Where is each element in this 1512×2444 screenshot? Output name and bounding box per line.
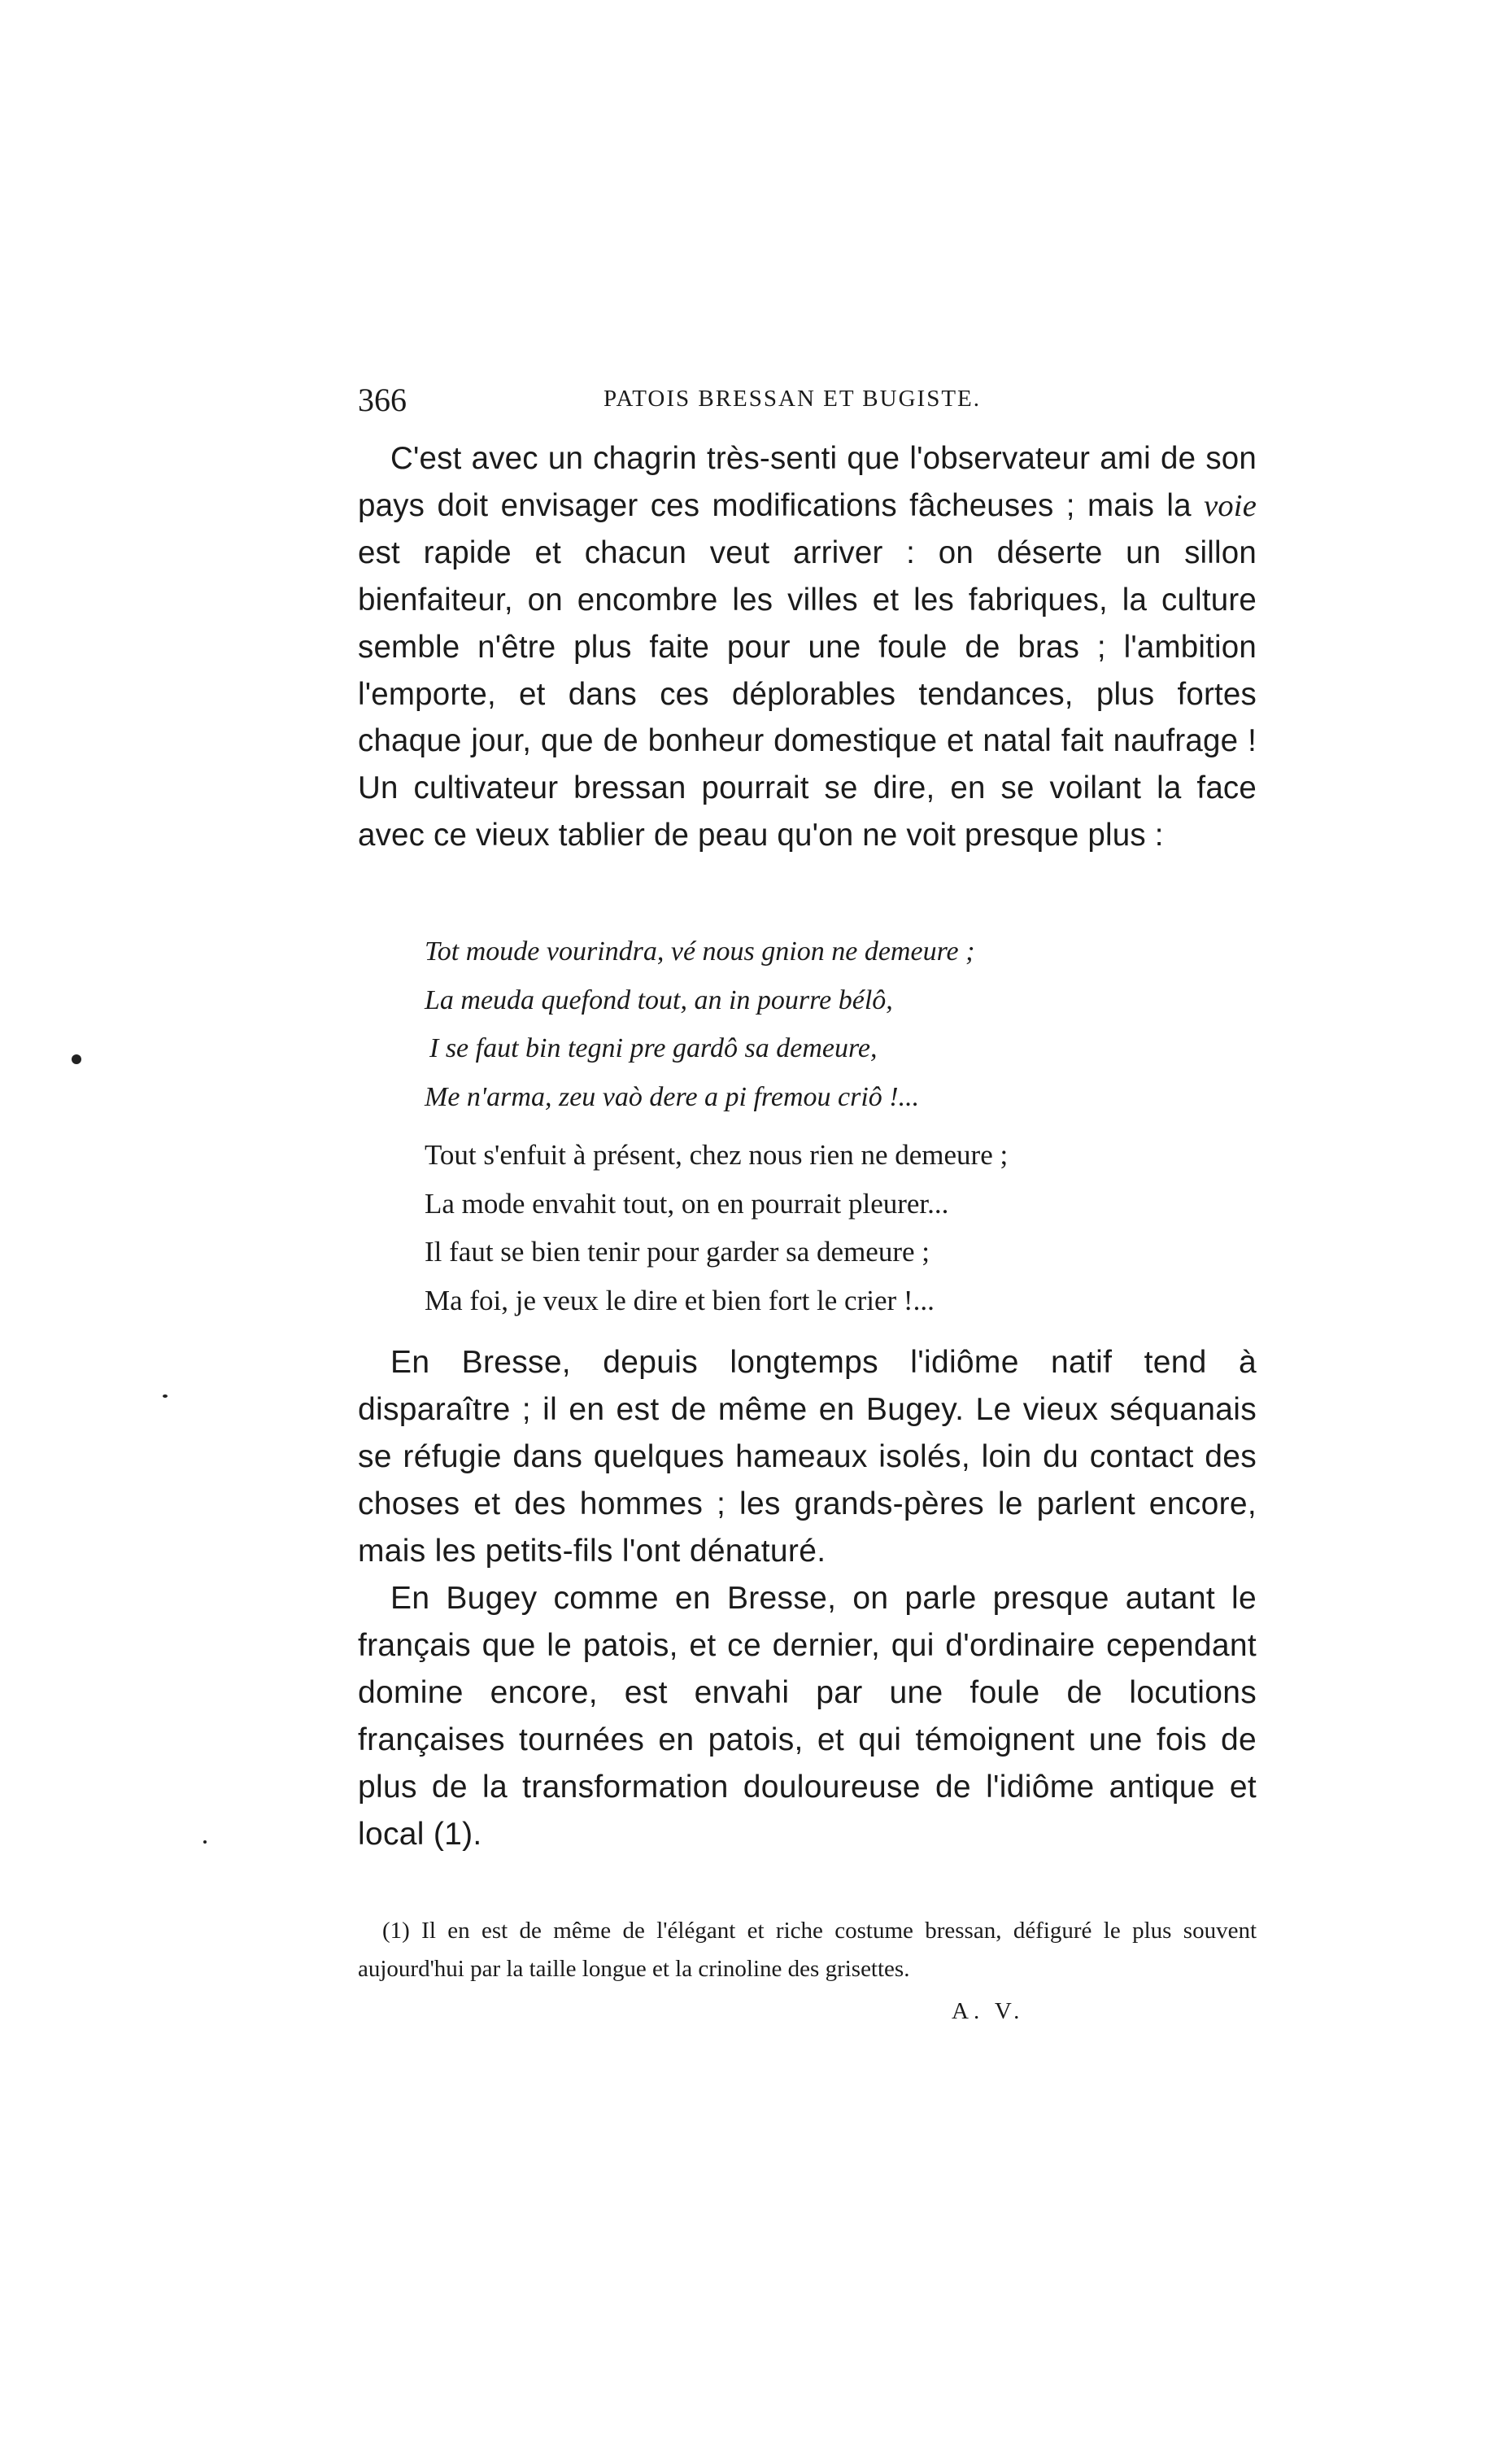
french-verse [425,1131,1157,1325]
verse-line: La meuda quefond tout, an in pourre bélô, [425,984,893,1015]
ink-speck [163,1394,168,1398]
paragraph-intro-start: C'est avec un chagrin très-senti que l'observateur ami de son pays doit envisager ces modifications fâcheuses ; mais la [358,441,1257,523]
running-title: PATOIS BRESSAN ET BUGISTE. [603,386,982,412]
paragraph-intro [358,435,1257,858]
italic-word: voie [1204,488,1257,523]
verse-line: Tot moude vourindra, vé nous gnion ne demeure ; [425,936,975,967]
ink-speck [72,1054,81,1064]
page-header [358,381,1257,421]
patois-verse [425,927,1157,1122]
page-number: 366 [358,382,407,418]
paragraph-intro-rest: est rapide et chacun veut arriver : on déserte un sillon bienfaiteur, on encombre les villes et les fabriques, la culture semble n'être plus faite pour une foule de bras ; l'ambition l'emporte, et dans ces déplorables tendances, plus fortes chaque jour, que de bonheur domestique et natal fait naufrage ! Un cultivateur bressan pourrait se dire, en se voilant la face avec ce vieux tablier de peau qu'on ne voit presque plus : [358,535,1257,853]
verse-line: Ma foi, je veux le dire et bien fort le crier !... [425,1285,935,1317]
verse-line: I se faut bin tegni pre gardô sa demeure, [429,1033,878,1064]
verse-line: Tout s'enfuit à présent, chez nous rien ne demeure ; [425,1139,1009,1171]
verse-line: La mode envahit tout, on en pourrait pleurer... [425,1187,949,1220]
ink-speck [203,1840,207,1844]
paragraph-bugey: En Bugey comme en Bresse, on parle presque autant le français que le patois, et ce dernier, qui d'ordinaire cependant domine encore, est envahi par une foule de locutions françaises tournées en patois, et qui témoignent une fois de plus de la transformation douloureuse de l'idiôme antique et local (1). [358,1581,1257,1852]
paragraph-bresse: En Bresse, depuis longtemps l'idiôme natif tend à disparaître ; il en est de même en Bugey. Le vieux séquanais se réfugie dans quelques hameaux isolés, loin du contact des choses et des hommes ; les grands-pères le parlent encore, mais les petits-fils l'ont dénaturé. [358,1345,1257,1569]
closing-paragraphs [358,1339,1257,1858]
footnote-signature: A. V. [952,1998,1025,2024]
verse-line: Il faut se bien tenir pour garder sa demeure ; [425,1236,930,1268]
footnote: (1) Il en est de même de l'élégant et riche costume bressan, défiguré le plus souvent aujourd'hui par la taille longue et la crinoline des grisettes. [358,1918,1257,1982]
verse-line: Me n'arma, zeu vaò dere a pi fremou criô !... [425,1082,920,1113]
